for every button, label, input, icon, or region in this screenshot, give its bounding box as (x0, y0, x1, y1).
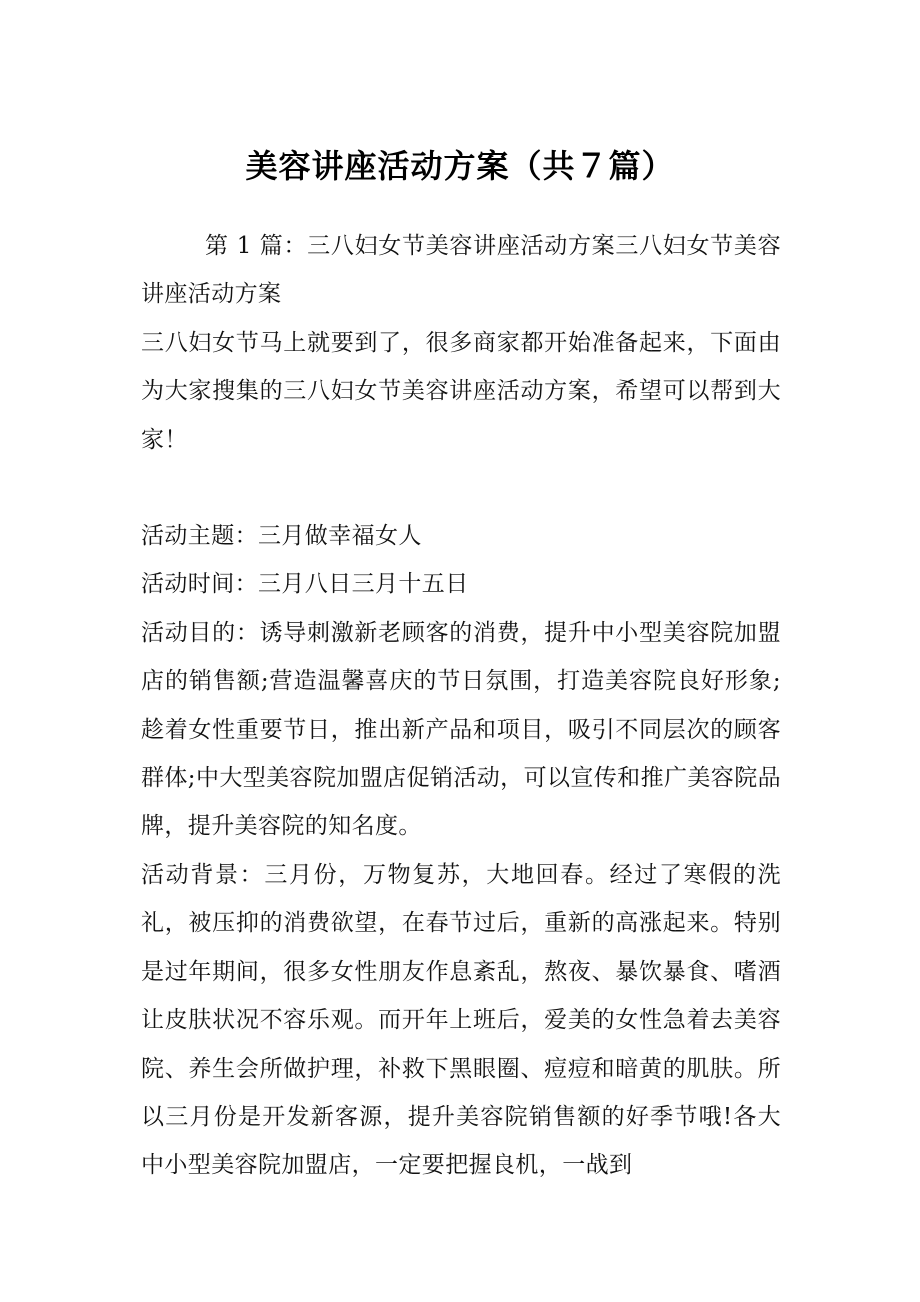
paragraph-gap (141, 464, 781, 512)
intro-paragraph: 三八妇女节马上就要到了，很多商家都开始准备起来，下面由为大家搜集的三八妇女节美容讲座活动方案，希望可以帮到大家！ (141, 329, 781, 453)
activity-purpose: 活动目的：诱导刺激新老顾客的消费，提升中小型美容院加盟店的销售额;营造温馨喜庆的节日氛围，打造美容院良好形象;趁着女性重要节日，推出新产品和项目，吸引不同层次的顾客群体;中大型美容院加盟店促销活动，可以宣传和推广美容院品牌，提升美容院的知名度。 (141, 619, 781, 840)
document-title: 美容讲座活动方案（共７篇） (245, 147, 675, 185)
activity-time: 活动时间：三月八日三月十五日 (141, 571, 469, 598)
document-body (141, 222, 781, 1190)
chapter-heading: 第 1 篇：三八妇女节美容讲座活动方案三八妇女节美容讲座活动方案 (141, 233, 781, 308)
activity-background: 活动背景：三月份，万物复苏，大地回春。经过了寒假的洗礼，被压抑的消费欲望，在春节过后，重新的高涨起来。特别是过年期间，很多女性朋友作息紊乱，熬夜、暴饮暴食、嗜酒让皮肤状况不容乐观。而开年上班后，爱美的女性急着去美容院、养生会所做护理，补救下黑眼圈、痘痘和暗黄的肌肤。所以三月份是开发新客源，提升美容院销售额的好季节哦!各大中小型美容院加盟店，一定要把握良机，一战到 (141, 861, 781, 1179)
activity-theme: 活动主题：三月做幸福女人 (141, 523, 422, 550)
